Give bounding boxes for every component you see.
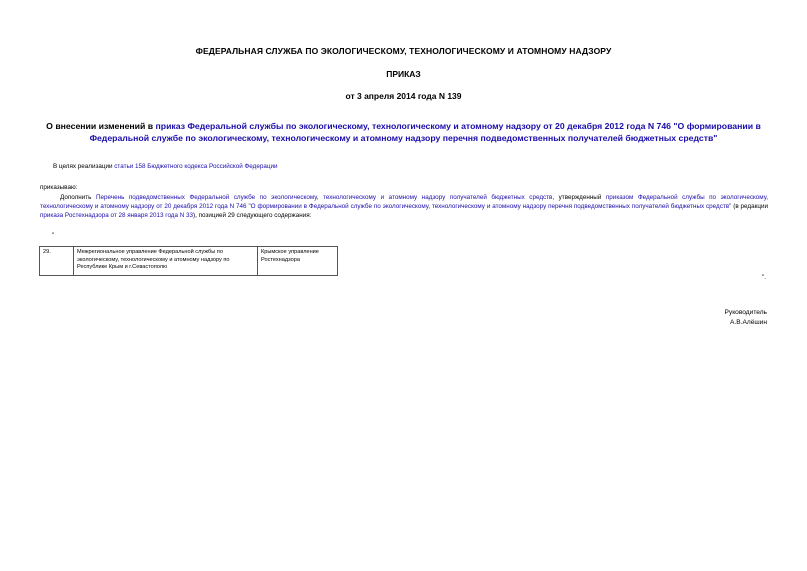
body-text-3: (в редакции bbox=[731, 202, 768, 210]
quote-close: ". bbox=[762, 274, 766, 281]
intro-paragraph bbox=[53, 163, 278, 172]
agency-name: ФЕДЕРАЛЬНАЯ СЛУЖБА ПО ЭКОЛОГИЧЕСКОМУ, ТЕХНОЛОГИЧЕСКОМУ И АТОМНОМУ НАДЗОРУ bbox=[195, 46, 612, 56]
entry-administrator: Крымское управление Ростехнадзора bbox=[258, 247, 338, 276]
signature-position: Руководитель bbox=[724, 309, 767, 316]
body-text-1: Дополнить bbox=[60, 194, 96, 201]
quote-open: " bbox=[52, 232, 55, 239]
intro-prefix: В целях реализации bbox=[53, 163, 115, 170]
entry-name: Межрегиональное управление Федеральной службы по экологическому, технологическому и атомному надзору по Республике Крым и г.Севастополю bbox=[74, 247, 258, 276]
body-text-4: ), позицией 29 следующего содержания: bbox=[193, 211, 312, 219]
document-type: ПРИКАЗ bbox=[386, 69, 421, 79]
document-title bbox=[36, 120, 771, 144]
order-33-link[interactable]: приказа Ростехнадзора от 28 января 2013 года N 33 bbox=[40, 211, 194, 219]
order-746-link[interactable]: приказом Федеральной службы по экологическому, технологическому и атомному надзору от 20 декабря 2012 года N 746 "О формировании в Федеральной службе по экологическому, технологическому и атомному надзору перечня подведомственных получателей бюджетных средств" bbox=[40, 194, 768, 210]
signature-name: А.В.Алёшин bbox=[730, 319, 767, 326]
title-prefix: О внесении изменений в bbox=[46, 121, 156, 131]
entry-number: 29. bbox=[40, 247, 74, 276]
budget-code-link[interactable]: статьи 158 Бюджетного кодекса Российской Федерации bbox=[114, 163, 278, 170]
body-text-2: , утвержденный bbox=[552, 194, 606, 201]
table-row bbox=[40, 247, 338, 276]
order-word: приказываю: bbox=[40, 184, 78, 191]
list-link[interactable]: Перечень подведомственных Федеральной службе по экологическому, технологическому и атомному надзору получателей бюджетных средств bbox=[95, 194, 553, 201]
body-paragraph bbox=[40, 194, 768, 220]
document-date-number: от 3 апреля 2014 года N 139 bbox=[345, 91, 462, 101]
title-order-link[interactable]: приказ Федеральной службы по экологическому, технологическому и атомному надзору от 20 декабря 2012 года N 746 "О формировании в Федеральной службе по экологическому, технологическому и атомному надзору перечня подведомственных получателей бюджетных средств" bbox=[89, 121, 761, 143]
entry-table bbox=[39, 246, 338, 276]
signature-block bbox=[725, 308, 767, 328]
